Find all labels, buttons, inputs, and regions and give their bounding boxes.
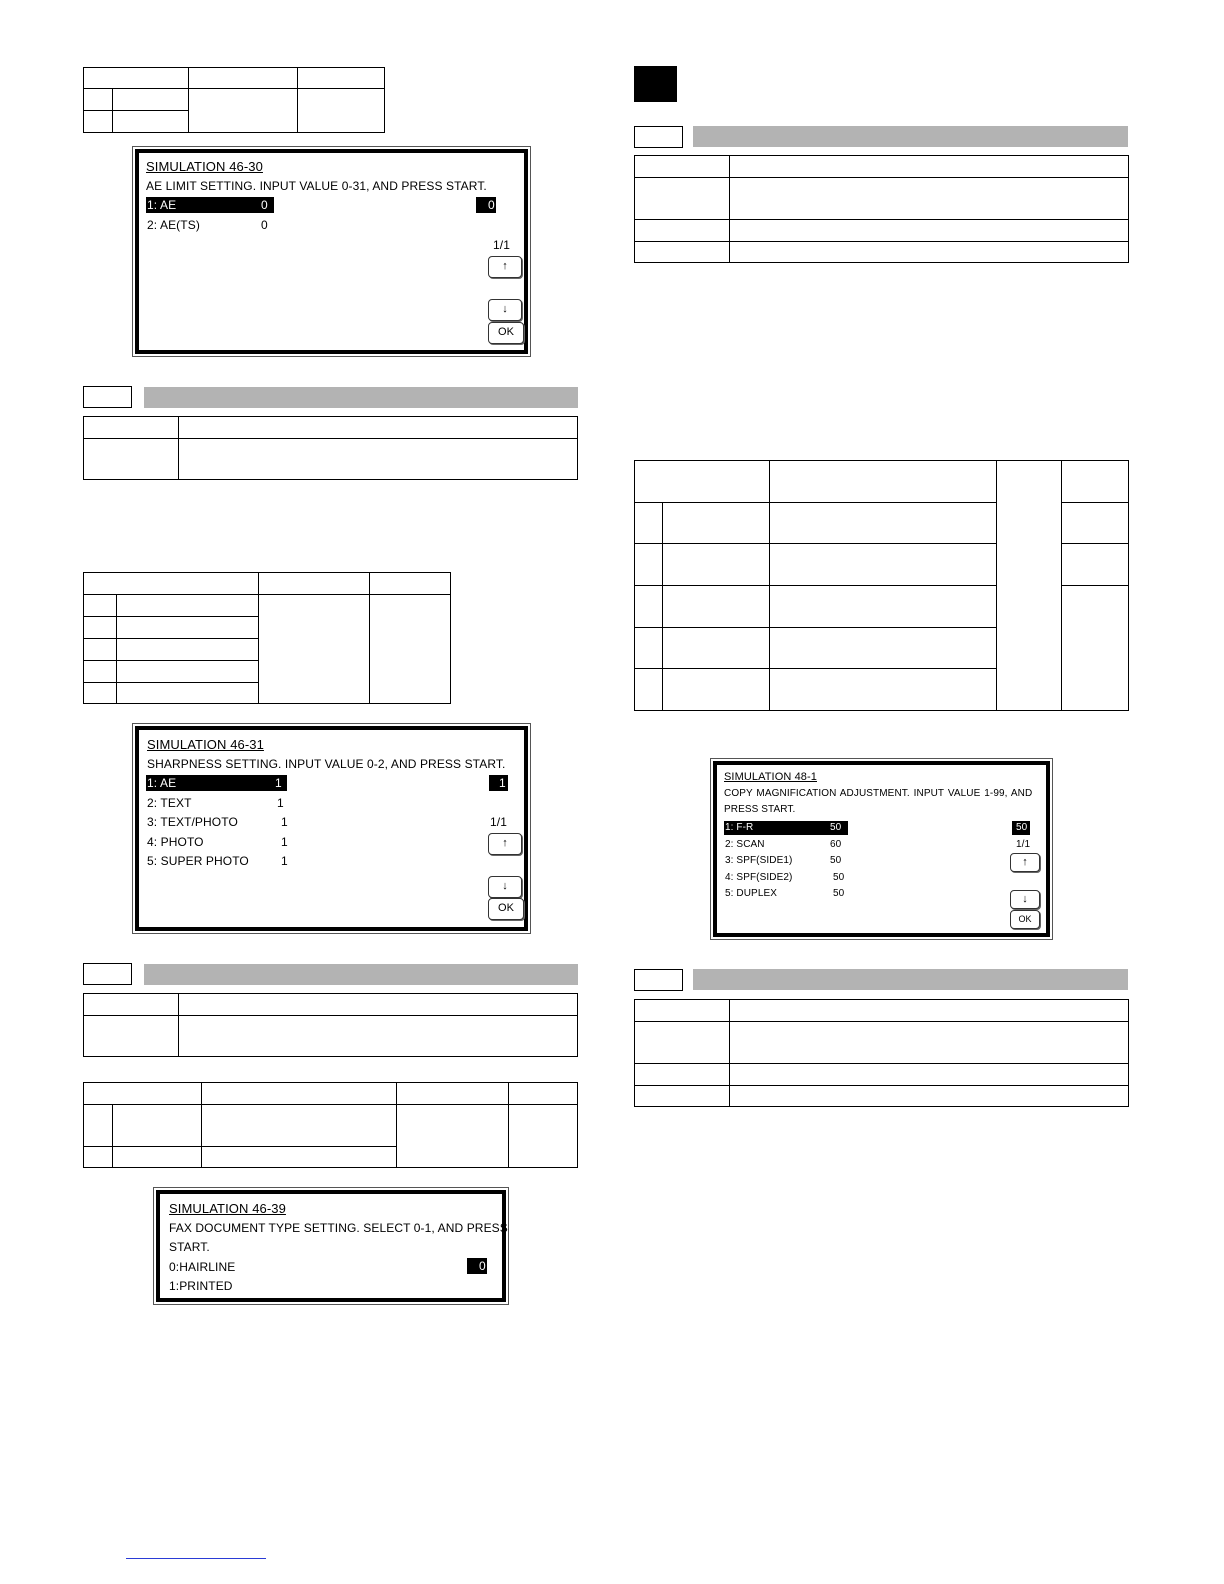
table-divider <box>634 627 997 628</box>
table-divider <box>634 543 997 544</box>
table-divider <box>83 1104 578 1105</box>
list-item-value: 60 <box>830 839 842 850</box>
table-divider <box>83 438 578 439</box>
list-item-value: 1 <box>281 835 288 849</box>
screen-instruction: COPY MAGNIFICATION ADJUSTMENT. INPUT VALUE 1-99, AND <box>724 788 1033 799</box>
list-item-value: 1 <box>281 815 288 829</box>
screen-title: SIMULATION 46-39 <box>169 1201 286 1216</box>
footer-link-underline[interactable] <box>126 1558 266 1559</box>
list-item-label[interactable]: 4: PHOTO <box>147 835 204 849</box>
table-divider <box>83 594 451 595</box>
table-divider <box>996 460 997 711</box>
lcd-screen-sim-46-31 <box>135 726 528 931</box>
table-divider <box>729 155 730 263</box>
table-divider <box>1061 460 1062 711</box>
input-value: 0 <box>488 198 495 212</box>
list-item-value: 50 <box>830 855 842 866</box>
table-divider <box>201 1082 202 1168</box>
list-item-value: 1 <box>277 796 284 810</box>
table-divider <box>369 572 370 704</box>
scroll-down-button[interactable]: ↓ <box>1010 890 1040 909</box>
table-divider <box>83 660 258 661</box>
list-item-label[interactable]: 2: AE(TS) <box>147 218 200 232</box>
ok-button[interactable]: OK <box>488 898 524 920</box>
settings-table-5 <box>83 1082 578 1168</box>
page-indicator: 1/1 <box>1016 839 1031 850</box>
table-divider <box>396 1082 397 1168</box>
list-item-label[interactable]: 4: SPF(SIDE2) <box>725 872 793 883</box>
screen-title: SIMULATION 46-30 <box>146 159 263 174</box>
table-divider <box>116 594 117 704</box>
table-divider <box>1061 502 1129 503</box>
screen-instruction-continued: PRESS START. <box>724 804 796 815</box>
table-divider <box>729 999 730 1107</box>
table-divider <box>508 1082 509 1168</box>
list-item-label[interactable]: 3: TEXT/PHOTO <box>147 815 238 829</box>
section-header-bar <box>693 969 1128 990</box>
screen-instruction: SHARPNESS SETTING. INPUT VALUE 0-2, AND PRESS START. <box>147 757 506 771</box>
settings-table-1 <box>83 67 385 133</box>
list-item-label[interactable]: 5: SUPER PHOTO <box>147 854 249 868</box>
info-table-6 <box>634 155 1129 263</box>
info-table-4 <box>83 993 578 1057</box>
screen-instruction: FAX DOCUMENT TYPE SETTING. SELECT 0-1, AND PRESS <box>169 1221 508 1235</box>
table-divider <box>634 219 1129 220</box>
table-divider <box>634 1063 1129 1064</box>
table-divider <box>1061 543 1129 544</box>
list-item-label[interactable]: 2: TEXT <box>147 796 192 810</box>
section-tag-box <box>83 963 132 985</box>
list-item-value: 1 <box>275 776 282 790</box>
table-divider <box>178 416 179 480</box>
list-item-label[interactable]: 1: AE <box>147 776 177 790</box>
section-number-block <box>634 66 677 102</box>
list-item-label[interactable]: 1:PRINTED <box>169 1279 233 1293</box>
table-divider <box>188 67 189 133</box>
table-divider <box>634 585 997 586</box>
table-divider <box>83 616 258 617</box>
section-tag-box <box>634 969 683 991</box>
list-item-label[interactable]: 1: AE <box>147 198 177 212</box>
lcd-screen-sim-48-1 <box>713 761 1050 937</box>
info-table-2 <box>83 416 578 480</box>
screen-title: SIMULATION 46-31 <box>147 737 264 752</box>
table-divider <box>1061 585 1129 586</box>
table-divider <box>634 177 1129 178</box>
ok-button[interactable]: OK <box>1010 910 1040 929</box>
table-divider <box>112 88 113 133</box>
section-header-bar <box>144 387 578 408</box>
table-divider <box>83 1015 578 1016</box>
ok-button[interactable]: OK <box>488 322 524 344</box>
table-divider <box>662 502 663 711</box>
list-item-label[interactable]: 3: SPF(SIDE1) <box>725 855 793 866</box>
section-header-bar <box>144 964 578 985</box>
section-tag-box <box>83 386 132 408</box>
screen-title: SIMULATION 48-1 <box>724 771 817 783</box>
list-item-value: 50 <box>833 872 845 883</box>
section-tag-box <box>634 126 683 148</box>
list-item-value: 0 <box>261 218 268 232</box>
input-value: 0 <box>479 1259 486 1273</box>
lcd-screen-sim-46-39 <box>156 1190 506 1302</box>
list-item-value: 1 <box>281 854 288 868</box>
list-item-value: 0 <box>261 198 268 212</box>
page-indicator: 1/1 <box>490 815 507 829</box>
list-item-label[interactable]: 0:HAIRLINE <box>169 1260 236 1274</box>
list-item-label[interactable]: 5: DUPLEX <box>725 888 778 899</box>
input-value: 1 <box>499 776 506 790</box>
table-divider <box>83 88 385 89</box>
table-divider <box>634 668 997 669</box>
info-table-8 <box>634 999 1129 1107</box>
table-divider <box>83 1146 396 1147</box>
list-item-value: 50 <box>830 822 842 833</box>
lcd-screen-sim-46-30 <box>135 149 528 354</box>
list-item-label[interactable]: 1: F-R <box>725 822 754 833</box>
table-divider <box>634 502 997 503</box>
scroll-down-button[interactable]: ↓ <box>488 299 522 321</box>
scroll-down-button[interactable]: ↓ <box>488 876 522 898</box>
table-divider <box>112 1104 113 1168</box>
scroll-up-button[interactable]: ↑ <box>488 833 522 855</box>
table-divider <box>258 572 259 704</box>
table-divider <box>83 638 258 639</box>
screen-instruction: AE LIMIT SETTING. INPUT VALUE 0-31, AND PRESS START. <box>146 179 487 193</box>
table-divider <box>634 1021 1129 1022</box>
table-divider <box>83 110 188 111</box>
scroll-up-button[interactable]: ↑ <box>488 256 522 278</box>
table-divider <box>634 241 1129 242</box>
list-item-label[interactable]: 2: SCAN <box>725 839 765 850</box>
table-divider <box>634 1085 1129 1086</box>
table-divider <box>83 682 258 683</box>
section-header-bar <box>693 126 1128 147</box>
table-divider <box>178 993 179 1057</box>
scroll-up-button[interactable]: ↑ <box>1010 853 1040 872</box>
input-value: 50 <box>1016 822 1028 833</box>
table-divider <box>297 67 298 133</box>
screen-instruction-continued: START. <box>169 1240 210 1254</box>
list-item-value: 50 <box>833 888 845 899</box>
page-indicator: 1/1 <box>493 238 510 252</box>
table-divider <box>769 460 770 711</box>
